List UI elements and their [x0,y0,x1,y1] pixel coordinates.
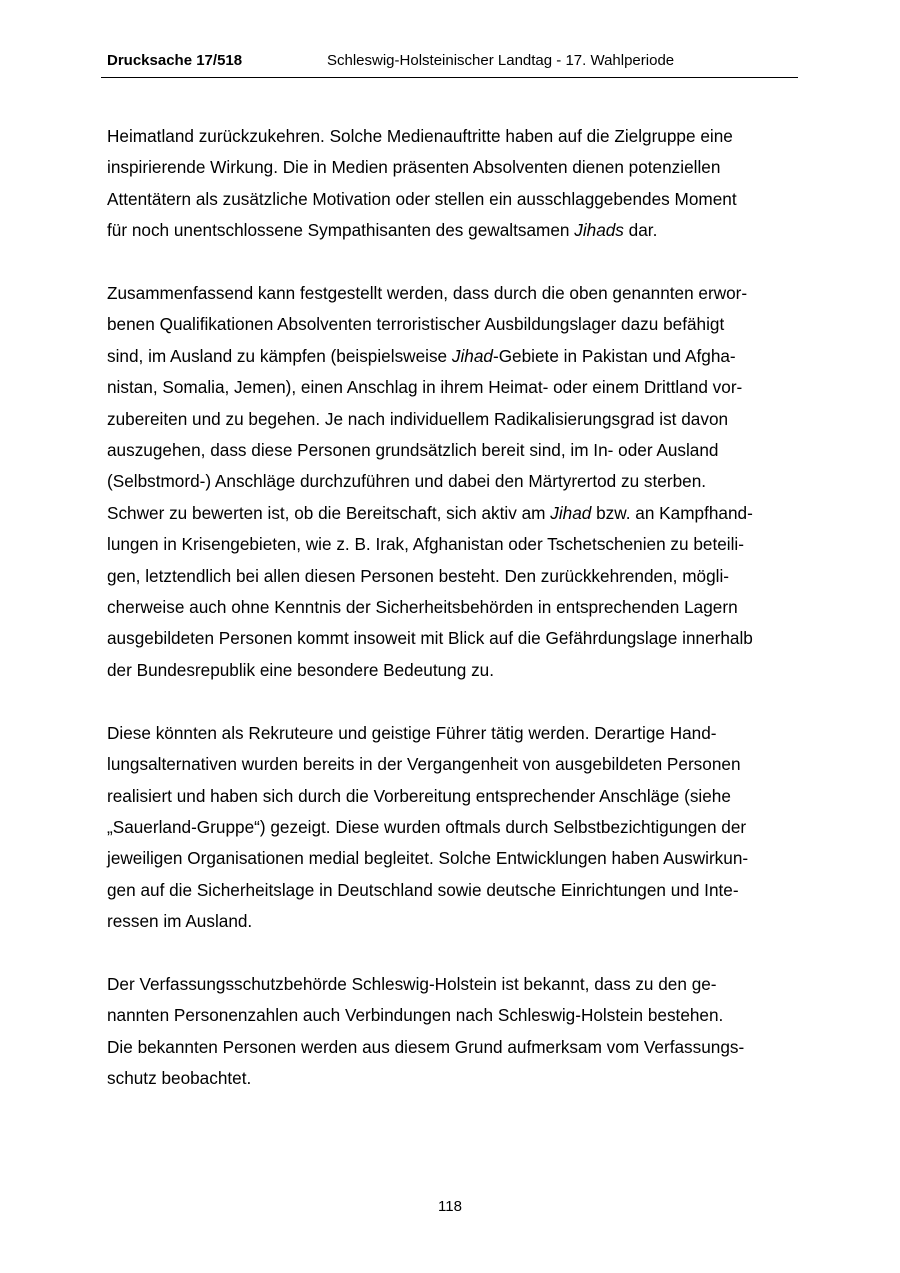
text-run: lungen in Krisengebieten, wie z. B. Irak, Afghanistan oder Tschetschenien zu beteili- [107,534,744,555]
paragraph [107,121,797,247]
page-header [101,52,798,78]
text-run: lungsalternativen wurden bereits in der Vergangenheit von ausgebildeten Personen [107,754,741,775]
paragraph-gap [107,247,797,278]
text-line [107,215,797,246]
text-line [107,749,797,780]
text-line [107,655,797,686]
text-run: jeweiligen Organisationen medial begleitet. Solche Entwicklungen haben Auswirkun- [107,848,749,869]
text-line [107,1063,797,1094]
document-title: Schleswig-Holsteinischer Landtag - 17. Wahlperiode [327,52,675,69]
text-line [107,781,797,812]
text-line [107,372,797,403]
text-run: benen Qualifikationen Absolventen terroristischer Ausbildungslager dazu befähigt [107,314,725,335]
text-run: (Selbstmord-) Anschläge durchzuführen und dabei den Märtyrertod zu sterben. [107,471,707,492]
emphasis-text: Jihad [451,345,493,366]
text-run: -Gebiete in Pakistan und Afgha- [492,345,736,366]
text-run: ausgebildeten Personen kommt insoweit mit Blick auf die Gefährdungslage innerhalb [107,628,753,649]
page-number: 118 [438,1198,462,1215]
text-run: sind, im Ausland zu kämpfen (beispielsweise [107,345,452,366]
paragraph [107,718,797,938]
text-run: für noch unentschlossene Sympathisanten des gewaltsamen [107,220,575,241]
text-run: inspirierende Wirkung. Die in Medien präsenten Absolventen dienen potenziellen [107,157,721,178]
emphasis-text: Jihads [574,220,624,241]
paragraph [107,278,797,686]
text-run: bzw. an Kampfhand- [591,502,753,523]
text-run: Der Verfassungsschutzbehörde Schleswig-Holstein ist bekannt, dass zu den ge- [107,973,717,994]
text-run: auszugehen, dass diese Personen grundsätzlich bereit sind, im In- oder Ausland [107,440,719,461]
text-run: Heimatland zurückzukehren. Solche Medienauftritte haben auf die Zielgruppe eine [107,126,733,146]
document-body [107,121,797,1095]
text-line [107,906,797,937]
text-run: Zusammenfassend kann festgestellt werden, dass durch die oben genannten erwor- [107,283,748,304]
text-line [107,529,797,560]
text-line [107,152,797,183]
emphasis-text: Jihad [550,502,592,523]
text-line [107,341,797,372]
text-line [107,969,797,1000]
text-line [107,184,797,215]
text-run: realisiert und haben sich durch die Vorbereitung entsprechender Anschläge (siehe [107,785,731,806]
text-line [107,561,797,592]
text-run: nannten Personenzahlen auch Verbindungen nach Schleswig-Holstein bestehen. [107,1005,724,1026]
page-footer [0,1198,900,1215]
paragraph [107,969,797,1095]
text-line [107,309,797,340]
text-line [107,466,797,497]
text-run: gen, letztendlich bei allen diesen Personen besteht. Den zurückkehrenden, mögli- [107,565,729,586]
text-line [107,1032,797,1063]
text-line [107,875,797,906]
text-run: gen auf die Sicherheitslage in Deutschland sowie deutsche Einrichtungen und Inte- [107,879,739,900]
text-line [107,498,797,529]
text-run: Diese könnten als Rekruteure und geistige Führer tätig werden. Derartige Hand- [107,722,717,743]
text-run: zubereiten und zu begehen. Je nach individuellem Radikalisierungsgrad ist davon [107,408,729,429]
text-run: dar. [623,220,658,241]
paragraph-gap [107,938,797,969]
text-line [107,1000,797,1031]
text-run: Attentätern als zusätzliche Motivation oder stellen ein ausschlaggebendes Moment [107,188,737,209]
text-line [107,718,797,749]
text-line [107,121,797,152]
text-line [107,592,797,623]
text-line [107,278,797,309]
text-line [107,623,797,654]
text-run: „Sauerland-Gruppe“) gezeigt. Diese wurden oftmals durch Selbstbezichtigungen der [107,816,747,837]
text-run: ressen im Ausland. [107,911,253,932]
text-run: Schwer zu bewerten ist, ob die Bereitschaft, sich aktiv am [107,502,551,523]
text-line [107,843,797,874]
text-run: der Bundesrepublik eine besondere Bedeutung zu. [107,659,495,680]
text-line [107,435,797,466]
text-run: schutz beobachtet. [107,1068,252,1089]
paragraph-gap [107,686,797,717]
text-line [107,812,797,843]
document-number: Drucksache 17/518 [107,52,243,69]
text-run: Die bekannten Personen werden aus diesem Grund aufmerksam vom Verfassungs- [107,1036,745,1057]
text-line [107,404,797,435]
text-run: nistan, Somalia, Jemen), einen Anschlag in ihrem Heimat- oder einem Drittland vor- [107,377,743,398]
text-run: cherweise auch ohne Kenntnis der Sicherheitsbehörden in entsprechenden Lagern [107,597,738,618]
